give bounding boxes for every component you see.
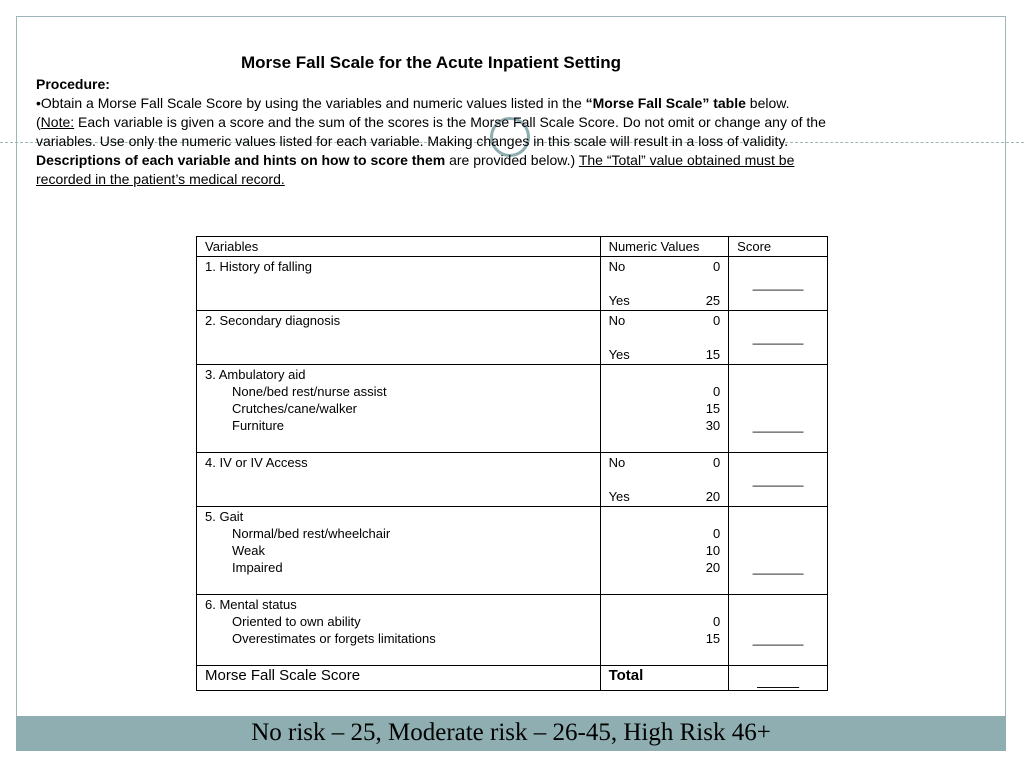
- numeric-values: [600, 311, 729, 365]
- numeric-values: [600, 453, 729, 507]
- option-value: 15: [705, 631, 721, 646]
- table-row: [197, 365, 828, 453]
- procedure-part-5: Each variable is given a score and the sum of the scores is the Morse Fall Scale Score. Do not omit or change any of the variables. Use only the numeric values listed for each variable. Making changes in this scale will result in a loss of validity.: [36, 114, 826, 149]
- numeric-values: [600, 507, 729, 595]
- morse-fall-table: [196, 236, 828, 691]
- total-row: [197, 666, 828, 691]
- score-cell[interactable]: [729, 257, 828, 311]
- variable-iv-access: [197, 453, 601, 507]
- risk-banner: No risk – 25, Moderate risk – 26-45, High Risk 46+: [16, 716, 1006, 751]
- score-cell[interactable]: [729, 507, 828, 595]
- option-label: Yes: [608, 293, 630, 308]
- variable-label: 3. Ambulatory aid: [205, 367, 306, 382]
- table-header-row: [197, 237, 828, 257]
- option-value: 15: [705, 347, 721, 362]
- sub-option: Overestimates or forgets limitations: [232, 631, 436, 646]
- option-label: Yes: [608, 489, 630, 504]
- score-blank[interactable]: _______: [752, 418, 804, 433]
- option-value: 0: [712, 259, 721, 274]
- option-value: 20: [705, 560, 721, 575]
- option-label: No: [608, 313, 626, 328]
- option-value: 0: [712, 455, 721, 470]
- variable-gait: [197, 507, 601, 595]
- total-score-cell[interactable]: [729, 666, 828, 691]
- score-cell[interactable]: [729, 365, 828, 453]
- table-row: [197, 453, 828, 507]
- sub-option: Weak: [232, 543, 265, 558]
- page-title: Morse Fall Scale for the Acute Inpatient Setting: [240, 53, 622, 72]
- score-blank[interactable]: _______: [752, 330, 804, 345]
- option-value: 10: [705, 543, 721, 558]
- variable-history-of-falling: [197, 257, 601, 311]
- variable-label: 2. Secondary diagnosis: [205, 313, 341, 328]
- table-row: [197, 311, 828, 365]
- procedure-part-7: are provided below.): [445, 152, 579, 168]
- option-value: 0: [712, 313, 721, 328]
- option-label: Yes: [608, 347, 630, 362]
- procedure-part-1: •Obtain a Morse Fall Scale Score by using the variables and numeric values listed in the: [36, 95, 586, 111]
- sub-option: Furniture: [232, 418, 285, 433]
- procedure-text: [36, 75, 826, 189]
- score-blank[interactable]: _______: [752, 631, 804, 646]
- variable-secondary-diagnosis: [197, 311, 601, 365]
- score-cell[interactable]: [729, 595, 828, 666]
- option-value: 20: [705, 489, 721, 504]
- option-value: 0: [712, 384, 721, 399]
- procedure-label: Procedure:: [36, 76, 110, 92]
- option-label: No: [608, 455, 626, 470]
- option-label: No: [608, 259, 626, 274]
- header-variables: Variables: [197, 237, 601, 257]
- procedure-total-instruction: The “Total” value obtained must be recorded in the patient’s medical record.: [36, 152, 795, 187]
- numeric-values: [600, 365, 729, 453]
- header-score: Score: [729, 237, 828, 257]
- variable-label: 4. IV or IV Access: [205, 455, 308, 470]
- variable-label: 5. Gait: [205, 509, 244, 524]
- sub-option: None/bed rest/nurse assist: [232, 384, 387, 399]
- variable-label: 1. History of falling: [205, 259, 312, 274]
- score-cell[interactable]: [729, 311, 828, 365]
- total-label: Morse Fall Scale Score: [197, 666, 601, 691]
- sub-option: Normal/bed rest/wheelchair: [232, 526, 391, 541]
- table-row: [197, 257, 828, 311]
- option-value: 0: [712, 526, 721, 541]
- variable-mental-status: [197, 595, 601, 666]
- numeric-values: [600, 595, 729, 666]
- option-value: 30: [705, 418, 721, 433]
- variable-ambulatory-aid: [197, 365, 601, 453]
- table-row: [197, 595, 828, 666]
- score-blank[interactable]: _______: [752, 560, 804, 575]
- numeric-values: [600, 257, 729, 311]
- score-cell[interactable]: [729, 453, 828, 507]
- score-blank[interactable]: _______: [752, 472, 804, 487]
- option-value: 25: [705, 293, 721, 308]
- table-row: [197, 507, 828, 595]
- score-blank[interactable]: _______: [752, 276, 804, 291]
- procedure-table-ref: “Morse Fall Scale” table: [585, 95, 746, 111]
- sub-option: Crutches/cane/walker: [232, 401, 357, 416]
- total-word: Total: [600, 666, 729, 691]
- header-numeric-values: Numeric Values: [600, 237, 729, 257]
- procedure-body: [36, 94, 826, 189]
- sub-option: Oriented to own ability: [232, 614, 361, 629]
- option-value: 15: [705, 401, 721, 416]
- procedure-note-label: Note:: [40, 114, 75, 130]
- total-score-blank[interactable]: _____: [757, 672, 799, 689]
- variable-label: 6. Mental status: [205, 597, 297, 612]
- procedure-part-3: below. (: [36, 95, 790, 130]
- procedure-descriptions-ref: Descriptions of each variable and hints on how to score them: [36, 152, 446, 168]
- option-value: 0: [712, 614, 721, 629]
- sub-option: Impaired: [232, 560, 283, 575]
